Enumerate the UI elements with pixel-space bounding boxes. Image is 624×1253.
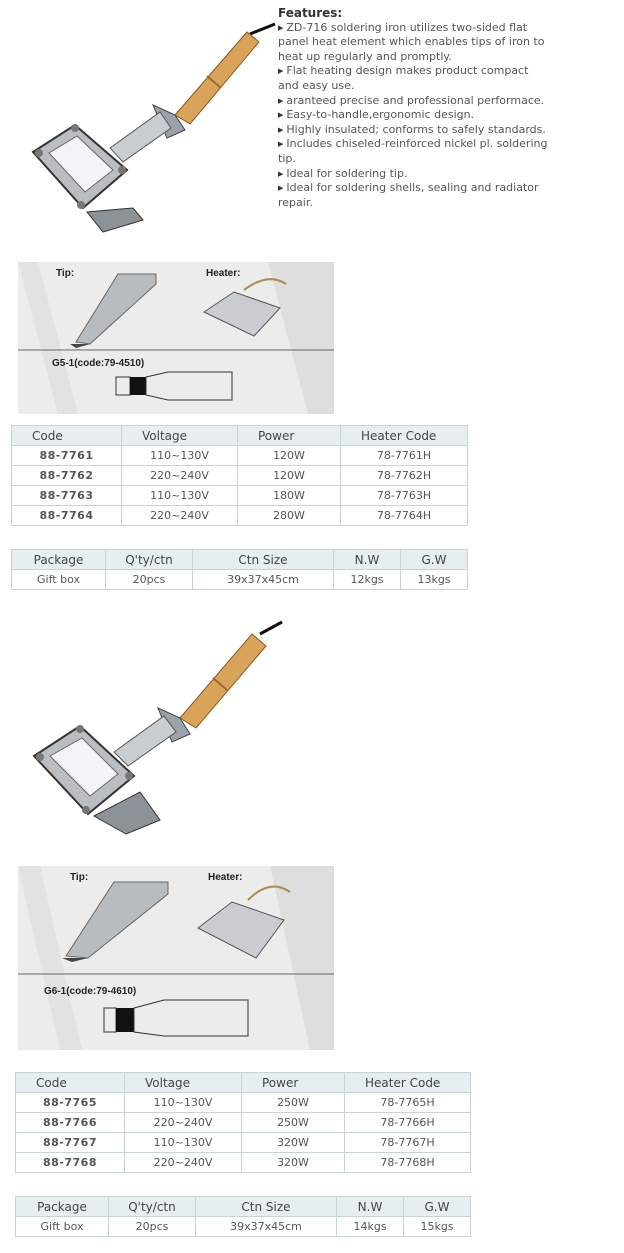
- qty-cell: 20pcs: [109, 1217, 196, 1237]
- ctn-size-cell: 39x37x45cm: [193, 570, 334, 590]
- table-row: [16, 1113, 471, 1133]
- header-nw: N.W: [337, 1197, 404, 1217]
- tip-heater-diagram: [18, 866, 334, 1050]
- model-label: G5-1(code:79-4510): [52, 358, 145, 369]
- package-cell: Gift box: [12, 570, 106, 590]
- table-header-row: [16, 1073, 471, 1093]
- voltage-cell: 110~130V: [122, 486, 238, 506]
- power-cell: 320W: [242, 1133, 345, 1153]
- voltage-cell: 220~240V: [122, 466, 238, 486]
- header-code: Code: [16, 1073, 125, 1093]
- feature-item: ▶ Easy-to-handle,ergonomic design.: [278, 108, 548, 123]
- power-cell: 280W: [238, 506, 341, 526]
- code-cell: 88-7765: [16, 1093, 125, 1113]
- power-cell: 250W: [242, 1093, 345, 1113]
- header-qty: Q'ty/ctn: [106, 550, 193, 570]
- header-ctn-size: Ctn Size: [193, 550, 334, 570]
- header-ctn-size: Ctn Size: [196, 1197, 337, 1217]
- spec-table: [11, 425, 468, 526]
- heater-code-cell: 78-7766H: [345, 1113, 471, 1133]
- code-cell: 88-7761: [12, 446, 122, 466]
- feature-item: ▶ Ideal for soldering tip.: [278, 167, 548, 182]
- power-cell: 120W: [238, 446, 341, 466]
- voltage-cell: 110~130V: [122, 446, 238, 466]
- voltage-cell: 220~240V: [125, 1153, 242, 1173]
- model-label: G6-1(code:79-4610): [44, 986, 137, 997]
- power-cell: 120W: [238, 466, 341, 486]
- header-qty: Q'ty/ctn: [109, 1197, 196, 1217]
- voltage-cell: 220~240V: [122, 506, 238, 526]
- package-cell: Gift box: [16, 1217, 109, 1237]
- table-row: [12, 486, 468, 506]
- power-cell: 320W: [242, 1153, 345, 1173]
- header-power: Power: [238, 426, 341, 446]
- feature-item: ▶ ZD-716 soldering iron utilizes two-sided flat panel heat element which enables tips of iron to heat up regularly and promptly.: [278, 21, 548, 65]
- code-cell: 88-7764: [12, 506, 122, 526]
- heater-label: Heater:: [208, 872, 243, 883]
- feature-item: ▶ Flat heating design makes product compact and easy use.: [278, 64, 548, 93]
- feature-item: ▶ Ideal for soldering shells, sealing and radiator repair.: [278, 181, 548, 210]
- header-voltage: Voltage: [122, 426, 238, 446]
- header-voltage: Voltage: [125, 1073, 242, 1093]
- tip-label: Tip:: [70, 872, 89, 883]
- table-header-row: [12, 426, 468, 446]
- header-gw: G.W: [404, 1197, 471, 1217]
- nw-cell: 14kgs: [337, 1217, 404, 1237]
- header-heater-code: Heater Code: [345, 1073, 471, 1093]
- gw-cell: 15kgs: [404, 1217, 471, 1237]
- header-code: Code: [12, 426, 122, 446]
- ctn-size-cell: 39x37x45cm: [196, 1217, 337, 1237]
- heater-code-cell: 78-7763H: [341, 486, 468, 506]
- code-cell: 88-7762: [12, 466, 122, 486]
- features-title: Features:: [278, 6, 343, 20]
- table-row: [12, 466, 468, 486]
- table-row: [16, 1153, 471, 1173]
- code-cell: 88-7766: [16, 1113, 125, 1133]
- table-row: [16, 1093, 471, 1113]
- table-row: [12, 446, 468, 466]
- code-cell: 88-7763: [12, 486, 122, 506]
- feature-item: ▶ aranteed precise and professional performace.: [278, 94, 548, 109]
- code-cell: 88-7768: [16, 1153, 125, 1173]
- voltage-cell: 110~130V: [125, 1093, 242, 1113]
- tip-label: Tip:: [56, 268, 75, 279]
- diagram-drawing: [18, 262, 334, 414]
- nw-cell: 12kgs: [334, 570, 401, 590]
- table-header-row: [12, 550, 468, 570]
- package-table: [15, 1196, 471, 1237]
- heater-code-cell: 78-7762H: [341, 466, 468, 486]
- heater-code-cell: 78-7765H: [345, 1093, 471, 1113]
- heater-code-cell: 78-7768H: [345, 1153, 471, 1173]
- heater-code-cell: 78-7767H: [345, 1133, 471, 1153]
- header-gw: G.W: [401, 550, 468, 570]
- feature-item: ▶ Includes chiseled-reinforced nickel pl. soldering tip.: [278, 137, 548, 166]
- header-heater-code: Heater Code: [341, 426, 468, 446]
- header-nw: N.W: [334, 550, 401, 570]
- package-table: [11, 549, 468, 590]
- header-package: Package: [12, 550, 106, 570]
- gw-cell: 13kgs: [401, 570, 468, 590]
- voltage-cell: 110~130V: [125, 1133, 242, 1153]
- tip-heater-diagram: [18, 262, 334, 414]
- table-header-row: [16, 1197, 471, 1217]
- power-cell: 180W: [238, 486, 341, 506]
- spec-table: [15, 1072, 471, 1173]
- diagram-drawing: [18, 866, 334, 1050]
- features-list: [278, 6, 548, 210]
- table-row: [16, 1217, 471, 1237]
- qty-cell: 20pcs: [106, 570, 193, 590]
- table-row: [16, 1133, 471, 1153]
- soldering-iron-photo: [25, 20, 280, 235]
- feature-item: ▶ Highly insulated; conforms to safely standards.: [278, 123, 548, 138]
- header-power: Power: [242, 1073, 345, 1093]
- voltage-cell: 220~240V: [125, 1113, 242, 1133]
- soldering-iron-photo: [28, 620, 288, 840]
- heater-code-cell: 78-7761H: [341, 446, 468, 466]
- table-row: [12, 570, 468, 590]
- code-cell: 88-7767: [16, 1133, 125, 1153]
- power-cell: 250W: [242, 1113, 345, 1133]
- heater-label: Heater:: [206, 268, 241, 279]
- heater-code-cell: 78-7764H: [341, 506, 468, 526]
- header-package: Package: [16, 1197, 109, 1217]
- table-row: [12, 506, 468, 526]
